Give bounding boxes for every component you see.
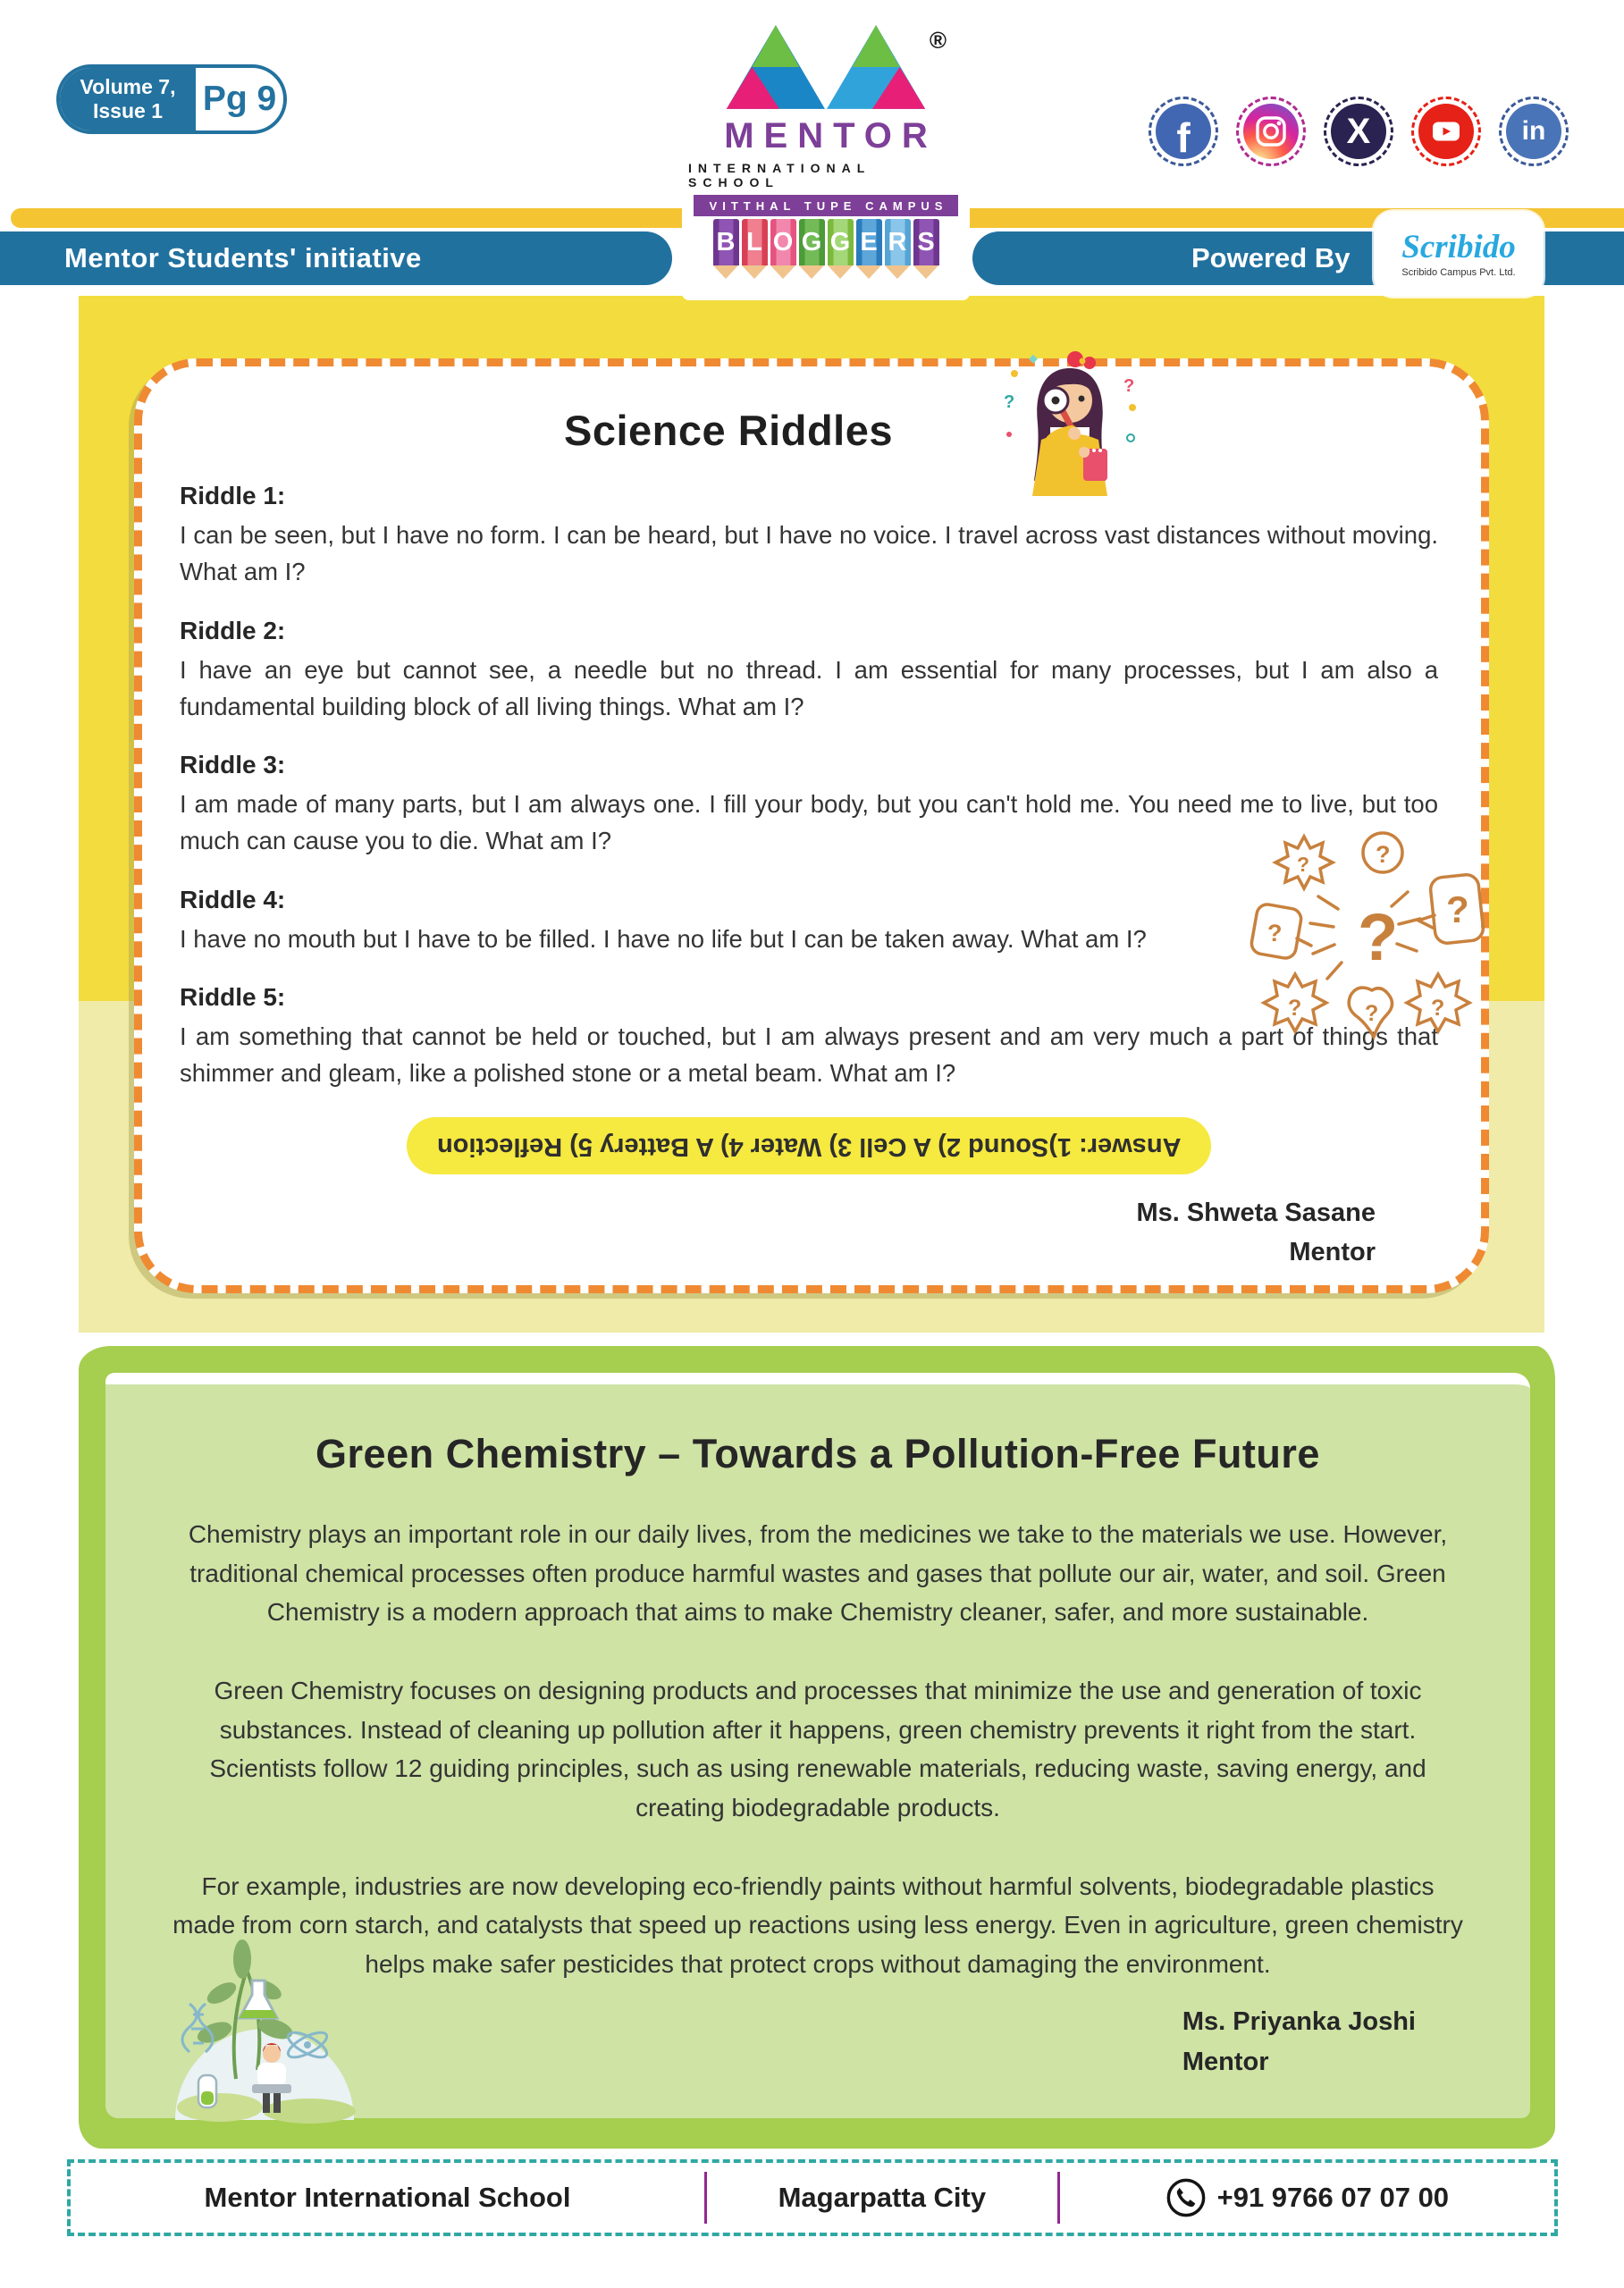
- social-icons-row: [1156, 104, 1561, 159]
- green-science-illustration: [157, 1918, 372, 2124]
- initiative-bar: [0, 231, 672, 285]
- scribido-company-name: Scribido Campus Pvt. Ltd.: [1401, 266, 1516, 278]
- question-marks-doodle: [1249, 824, 1499, 1047]
- registered-mark: ®: [929, 27, 947, 54]
- pencil-letter: S: [913, 219, 939, 279]
- riddle-label: Riddle 1:: [180, 482, 286, 509]
- pencil-letter: R: [885, 219, 911, 279]
- pencil-tip: [856, 265, 881, 279]
- footer-contact-bar: [67, 2159, 1558, 2236]
- svg-text:?: ?: [1376, 841, 1391, 868]
- initiative-label: Mentor Students' initiative: [64, 242, 422, 273]
- scribido-wordmark: Scribido: [1401, 228, 1516, 265]
- pencil-tip: [799, 265, 824, 279]
- pencil-tip: [742, 265, 767, 279]
- pencil-tip: [713, 265, 738, 279]
- svg-text:?: ?: [1297, 853, 1310, 876]
- riddles-title: Science Riddles: [564, 407, 893, 454]
- school-name: MENTOR: [724, 116, 938, 156]
- science-riddles-card: [134, 358, 1489, 1293]
- author-role: Mentor: [1289, 1237, 1376, 1266]
- facebook-icon[interactable]: f: [1156, 104, 1211, 159]
- instagram-icon[interactable]: [1243, 104, 1299, 159]
- pencil-tip: [913, 265, 938, 279]
- riddle-label: Riddle 5:: [180, 982, 286, 1011]
- pencil-tip: [828, 265, 853, 279]
- bloggers-wordmark: [713, 219, 939, 279]
- article-author-block: [1182, 2002, 1416, 2082]
- riddle-label: Riddle 4:: [180, 885, 286, 913]
- pencil-letter: B: [713, 219, 739, 279]
- footer-city: Magarpatta City: [778, 2182, 987, 2213]
- mentor-m-logo-icon: [719, 21, 933, 113]
- footer-phone-block: [1060, 2177, 1554, 2218]
- svg-text:?: ?: [1004, 392, 1015, 412]
- author-role: Mentor: [1182, 2048, 1269, 2077]
- svg-text:?: ?: [1446, 888, 1469, 930]
- riddle-text: I can be seen, but I have no form. I can be heard, but I have no voice. I travel across vast distances without moving. What am I?: [180, 521, 1438, 586]
- phone-icon: [1165, 2177, 1207, 2218]
- riddle-text: I have an eye but cannot see, a needle but no thread. I am essential for many processes, but I am also a fundamental building block of all living things. What am I?: [180, 655, 1438, 720]
- pencil-tip: [885, 265, 910, 279]
- footer-school-name: Mentor International School: [204, 2182, 571, 2213]
- svg-text:?: ?: [1123, 376, 1135, 396]
- riddle-label: Riddle 2:: [180, 616, 286, 644]
- footer-phone-number: +91 9766 07 07 00: [1216, 2182, 1450, 2213]
- riddle-text: I am something that cannot be held or touched, but I am always present and am very much a part of things that shimmer and gleam, like a polished stone or a metal beam. What am I?: [180, 1022, 1438, 1087]
- science-riddles-section: [79, 296, 1544, 1333]
- svg-text:?: ?: [1365, 1001, 1379, 1026]
- pencil-letter: G: [828, 219, 854, 279]
- riddles-author-block: [180, 1194, 1438, 1272]
- riddle-text: I am made of many parts, but I am always one. I fill your body, but you can't hold me. You need me to live, but too much can cause you to die. What am I?: [180, 790, 1438, 855]
- riddle-item: [180, 482, 1438, 591]
- article-paragraph: Chemistry plays an important role in our daily lives, from the medicines we take to the materials we use. However, traditional chemical processes often produce harmful wastes and gases that pollute our air, water, and soil. Green Chemistry is a modern approach that aims to make Chemistry cleaner, safer, and more sustainable.: [188, 1520, 1448, 1627]
- answers-strip: [407, 1117, 1211, 1174]
- school-logo: [682, 21, 970, 300]
- scribido-logo: [1374, 211, 1544, 297]
- powered-by-label: Powered By: [1191, 242, 1351, 273]
- youtube-play-glyph: [1425, 110, 1468, 153]
- svg-text:?: ?: [1358, 900, 1399, 974]
- green-chemistry-section: [79, 1346, 1555, 2149]
- answers-text-upside-down: Answer: 1)Sound 2) A Cell 3) Water 4) A Battery 5) Reflection: [436, 1131, 1182, 1161]
- article-paragraph: Green Chemistry focuses on designing products and processes that minimize the use and generation of toxic substances. Instead of cleaning up pollution after it happens, green chemistry prevents it right from the start. Scientists follow 12 guiding principles, such as using renewable materials, reducing waste, saving energy, and creating biodegradable products.: [209, 1677, 1426, 1822]
- x-twitter-icon[interactable]: X: [1331, 104, 1386, 159]
- pencil-letter: E: [856, 219, 882, 279]
- linkedin-icon[interactable]: in: [1506, 104, 1561, 159]
- instagram-camera-glyph: [1250, 110, 1292, 153]
- svg-text:?: ?: [1431, 996, 1445, 1021]
- pencil-letter: L: [742, 219, 768, 279]
- youtube-icon[interactable]: [1418, 104, 1474, 159]
- riddle-item: [180, 617, 1438, 726]
- pencil-letter: G: [799, 219, 825, 279]
- girl-with-magnifier-illustration: [998, 349, 1141, 505]
- riddle-text: I have no mouth but I have to be filled. I have no life but I can be taken away. What am I?: [180, 924, 1147, 953]
- svg-text:?: ?: [1267, 920, 1283, 946]
- volume-label: Volume 7, Issue 1: [60, 68, 196, 130]
- article-paragraph: For example, industries are now developing eco-friendly paints without harmful solvents, biodegradable plastics made from corn starch, and catalysts that speed up reactions using less energy. Even in agriculture, green chemistry helps make safer pesticides that protect crops without damaging the environment.: [172, 1872, 1463, 1979]
- riddle-label: Riddle 3:: [180, 751, 286, 778]
- campus-banner: VITTHAL TUPE CAMPUS: [694, 195, 959, 216]
- school-subtitle: INTERNATIONAL SCHOOL: [688, 161, 871, 189]
- page-number: Pg 9: [202, 80, 277, 118]
- svg-text:?: ?: [1288, 996, 1302, 1021]
- author-name: Ms. Shweta Sasane: [1136, 1199, 1376, 1228]
- pencil-letter: O: [770, 219, 796, 279]
- volume-page-badge: [56, 64, 287, 134]
- article-title: Green Chemistry – Towards a Pollution-Free Future: [316, 1431, 1320, 1476]
- author-name: Ms. Priyanka Joshi: [1182, 2007, 1416, 2037]
- pencil-tip: [770, 265, 795, 279]
